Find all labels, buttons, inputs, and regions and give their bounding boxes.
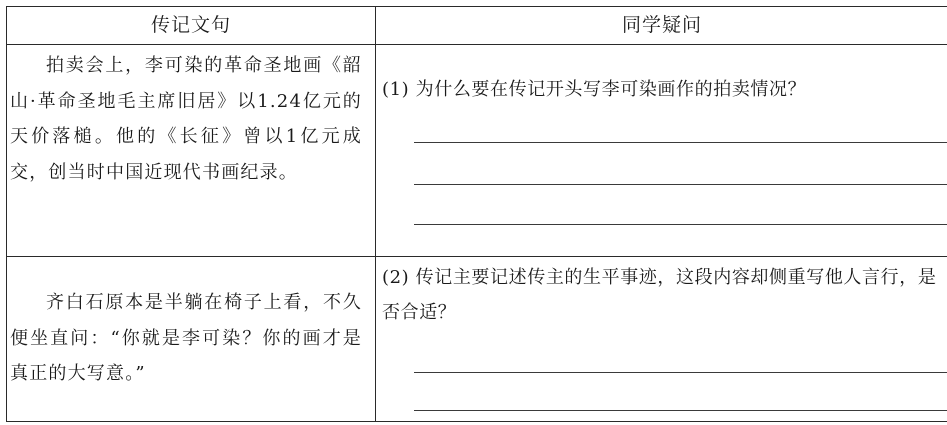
answer-line[interactable] — [414, 184, 947, 185]
question-2: (2) 传记主要记述传主的生平事迹，这段内容却侧重写他人言行，是否合适？ — [382, 267, 937, 323]
passage-2: 齐白石原本是半躺在椅子上看，不久便坐直问：“你就是李可染？你的画才是真正的大写意。” — [10, 292, 362, 384]
header-divider — [7, 44, 947, 45]
question-1: (1) 为什么要在传记开头写李可染画作的拍卖情况？ — [382, 79, 807, 100]
answer-line[interactable] — [414, 142, 947, 143]
answer-line[interactable] — [414, 224, 947, 225]
row-divider — [7, 256, 947, 257]
answer-line[interactable] — [414, 410, 947, 411]
header-question: 同学疑问 — [621, 14, 702, 36]
answer-line[interactable] — [414, 372, 947, 373]
column-divider — [375, 7, 376, 421]
passage-1: 拍卖会上，李可染的革命圣地画《韶山·革命圣地毛主席旧居》以1.24亿元的天价落槌。他的《长征》曾以1亿元成交，创当时中国近现代书画纪录。 — [10, 55, 362, 183]
header-passage: 传记文句 — [150, 14, 231, 36]
